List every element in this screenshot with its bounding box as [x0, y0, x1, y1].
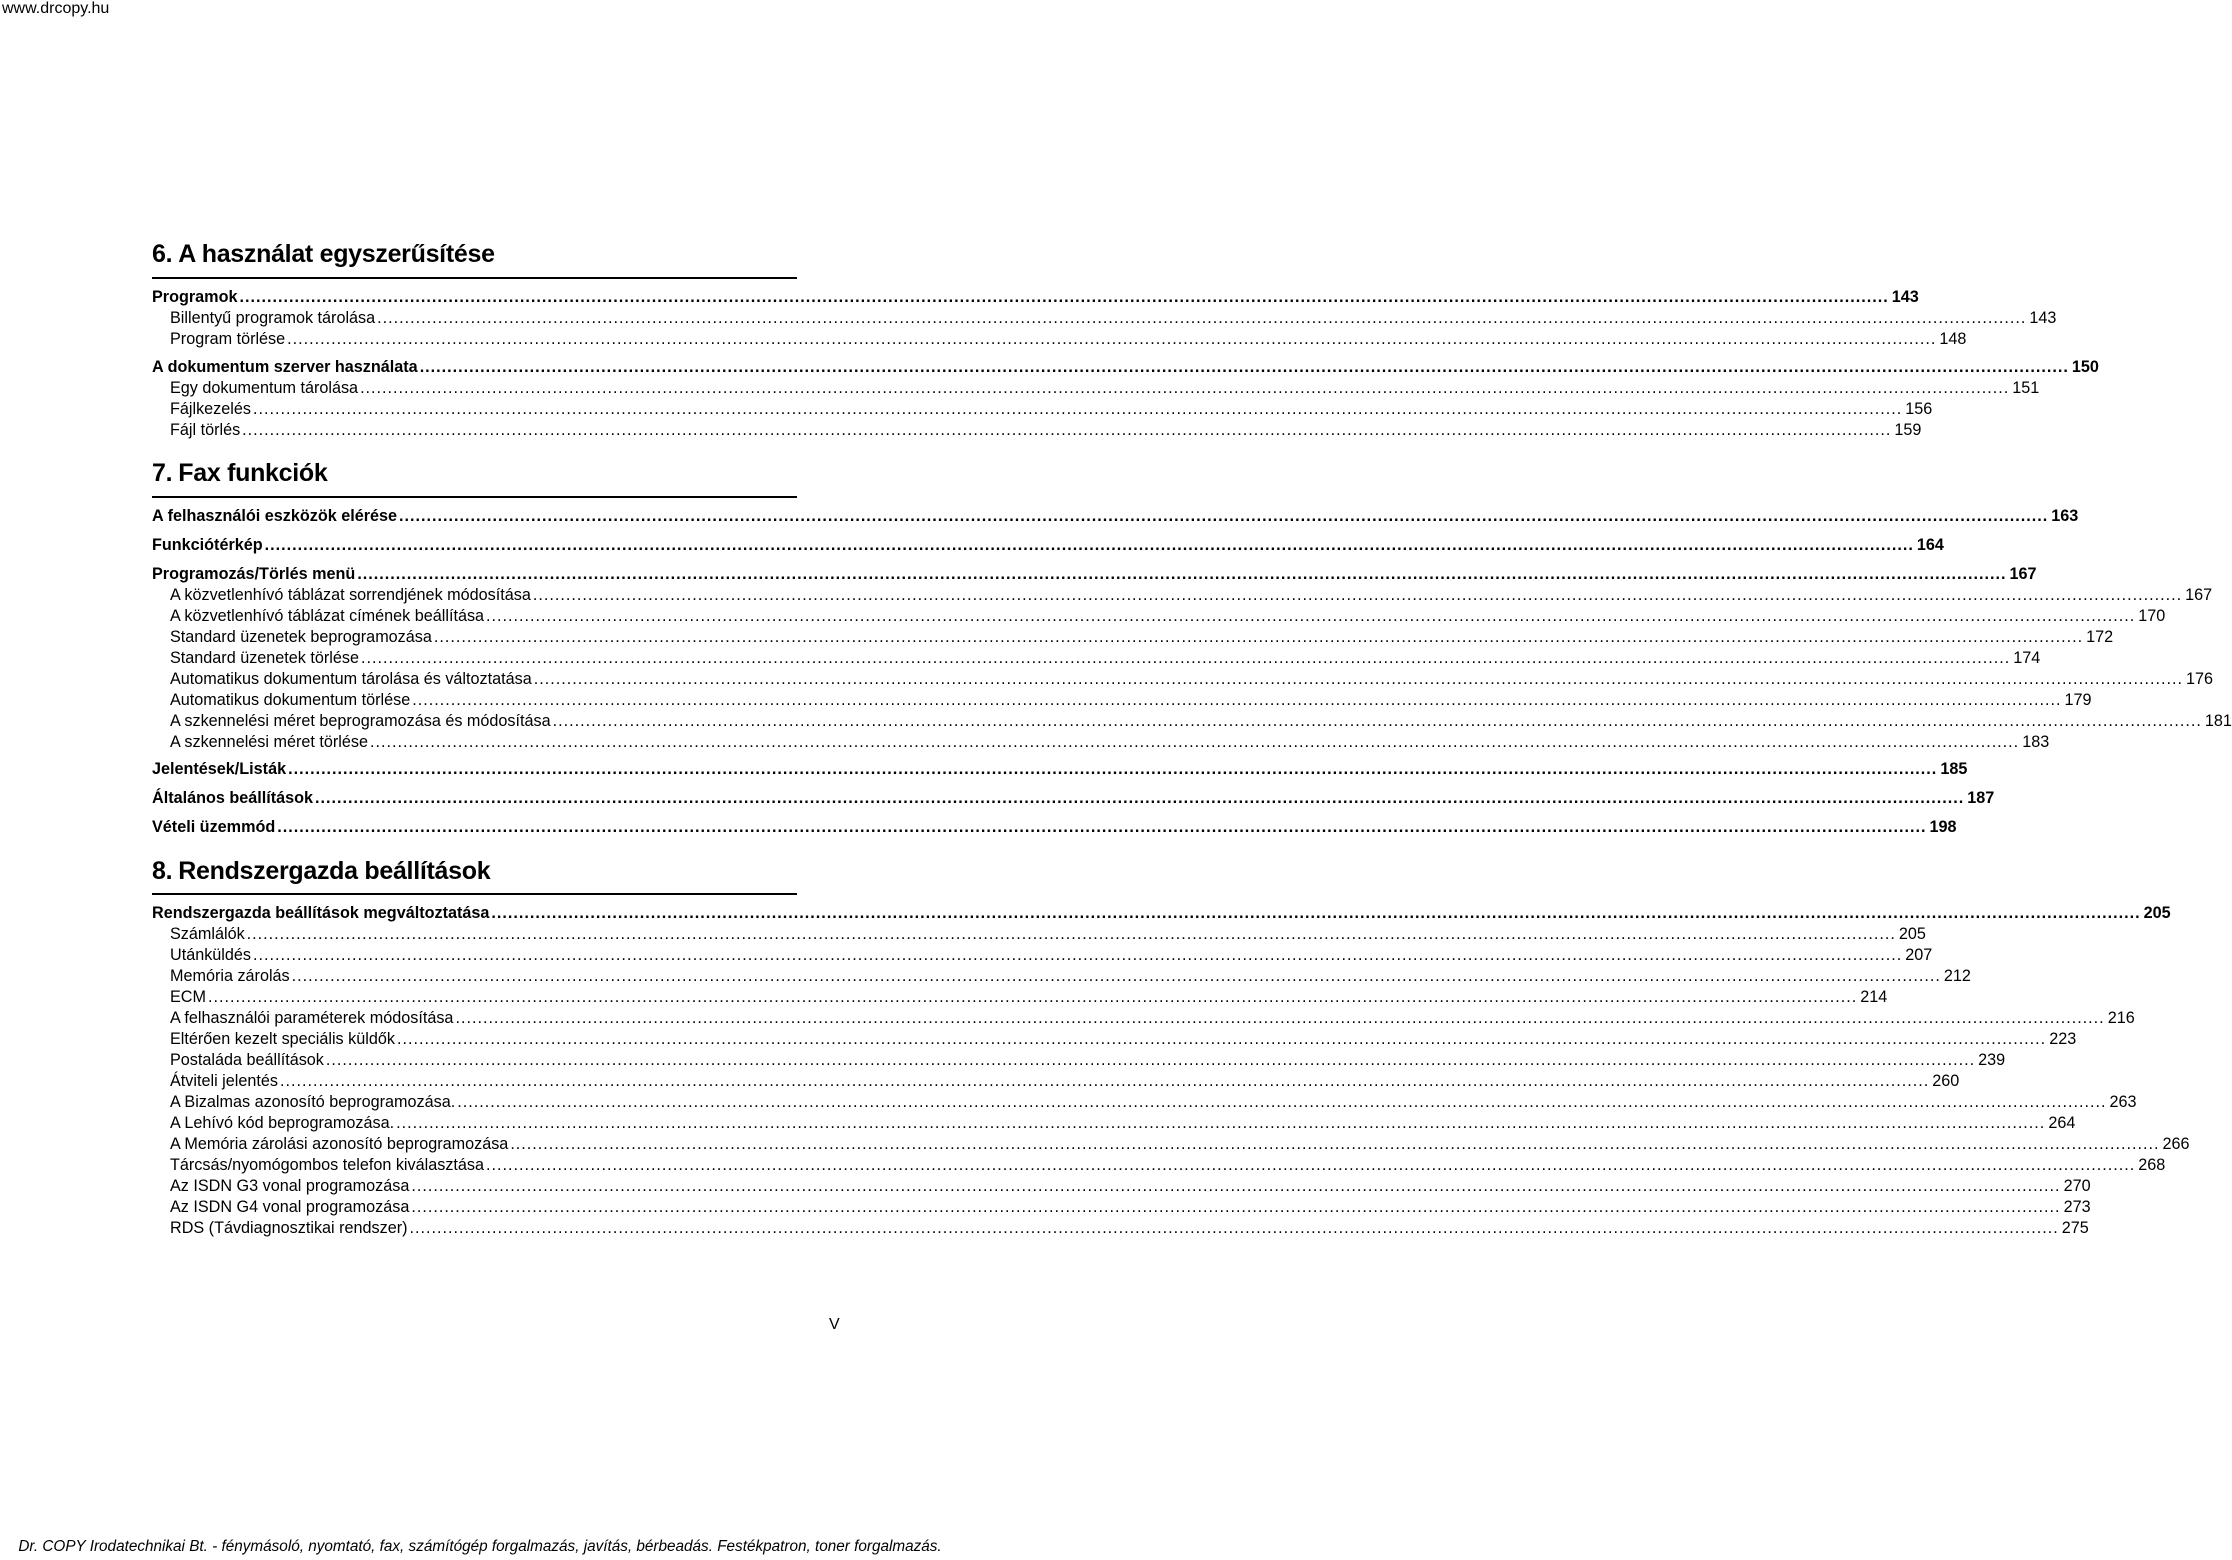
toc-entry-page: 172 [2086, 628, 2114, 646]
toc-entry-title: Tárcsás/nyomógombos telefon kiválasztása [170, 1156, 485, 1174]
toc-entry-page: 164 [1916, 536, 1944, 554]
toc-leader-dots: ............................................................................................................................................................................................................................................................................................................ [252, 400, 1903, 418]
toc-leader-dots: ............................................................................................................................................................................................................................................................................................................ [486, 607, 2136, 625]
toc-entry-page: 263 [2109, 1093, 2137, 1111]
toc-leader-dots: ............................................................................................................................................................................................................................................................................................................ [433, 628, 2084, 646]
toc-entry-title: Fájlkezelés [170, 400, 251, 418]
toc-entry-title: Memória zárolás [170, 967, 290, 985]
toc-entry-sub[interactable] [170, 669, 2213, 690]
toc-entry-page: 148 [1939, 330, 1967, 348]
toc-entry-page: 266 [2162, 1135, 2190, 1153]
toc-entry-page: 275 [2061, 1219, 2089, 1237]
toc-entry-page: 185 [1940, 760, 1968, 778]
toc-entry-sub[interactable] [170, 648, 2041, 669]
toc-entry-sub[interactable] [170, 627, 2114, 648]
toc-entry-sub[interactable] [170, 1050, 2006, 1071]
toc-entry-page: 207 [1905, 946, 1933, 964]
toc-leader-dots: ............................................................................................................................................................................................................................................................................................................ [377, 309, 2027, 327]
toc-entry-title: A dokumentum szerver használata [152, 358, 418, 376]
toc-entry-page: 205 [2143, 904, 2171, 922]
toc-entry-page: 143 [2029, 309, 2057, 327]
toc-entry-page: 187 [1967, 789, 1995, 807]
toc-entry-page: 270 [2063, 1177, 2091, 1195]
toc-entry-main[interactable] [152, 535, 1944, 556]
toc-leader-dots: ............................................................................................................................................................................................................................................................................................................ [532, 586, 2183, 604]
toc-leader-dots: ............................................................................................................................................................................................................................................................................................................ [510, 1135, 2160, 1153]
toc-entry-page: 159 [1894, 421, 1922, 439]
toc-entry-sub[interactable] [170, 1071, 1960, 1092]
toc-entry-title: Billentyű programok tárolása [170, 309, 376, 327]
toc-entry-sub[interactable] [170, 1092, 2137, 1113]
toc-entry-sub[interactable] [170, 987, 1888, 1008]
toc-leader-dots: ............................................................................................................................................................................................................................................................................................................ [409, 1219, 2059, 1237]
toc-entry-title: Automatikus dokumentum törlése [170, 691, 411, 709]
toc-entry-page: 143 [1891, 288, 1919, 306]
toc-entry-page: 163 [2051, 507, 2079, 525]
toc-entry-main[interactable] [152, 506, 2079, 527]
toc-entry-page: 167 [2185, 586, 2213, 604]
toc-entry-title: Standard üzenetek beprogramozása [170, 628, 432, 646]
toc-leader-dots: ............................................................................................................................................................................................................................................................................................................ [325, 1051, 1976, 1069]
toc-entry-title: A közvetlenhívó táblázat sorrendjének módosítása [170, 586, 531, 604]
toc-entry-title: Postaláda beállítások [170, 1051, 324, 1069]
toc-entry-title: Egy dokumentum tárolása [170, 379, 359, 397]
toc-entry-sub[interactable] [170, 1113, 2076, 1134]
toc-entry-main[interactable] [152, 287, 1919, 308]
toc-entry-title: Átviteli jelentés [170, 1072, 278, 1090]
toc-entry-title: Programok [152, 288, 238, 306]
toc-entry-title: A szkennelési méret beprogramozása és módosítása [170, 712, 551, 730]
chapter-number: 8. [152, 857, 173, 885]
chapter-title: Rendszergazda beállítások [178, 857, 491, 885]
toc-entry-title: Funkciótérkép [152, 536, 263, 554]
toc-leader-dots: ............................................................................................................................................................................................................................................................................................................ [315, 789, 1965, 807]
toc-leader-dots: ............................................................................................................................................................................................................................................................................................................ [253, 946, 1903, 964]
toc-entry-title: Program törlése [170, 330, 286, 348]
toc-leader-dots: ............................................................................................................................................................................................................................................................................................................ [242, 421, 1892, 439]
toc-entry-sub[interactable] [170, 1008, 2135, 1029]
chapter-number: 7. [152, 459, 173, 487]
toc-entry-sub[interactable] [170, 1155, 2166, 1176]
toc-entry-title: A Memória zárolási azonosító beprogramozása [170, 1135, 509, 1153]
toc-entry-sub[interactable] [170, 690, 2092, 711]
toc-entry-title: Eltérően kezelt speciális küldők [170, 1030, 395, 1048]
toc-entry-sub[interactable] [170, 399, 1933, 420]
toc-entry-page: 239 [1978, 1051, 2006, 1069]
toc-leader-dots: ............................................................................................................................................................................................................................................................................................................ [264, 536, 1914, 554]
toc-entry-title: Rendszergazda beállítások megváltoztatása [152, 904, 490, 922]
toc-entry-page: 198 [1929, 818, 1957, 836]
toc-entry-sub[interactable] [170, 966, 1971, 987]
toc-entry-main[interactable] [152, 817, 1957, 838]
toc-entry-page: 150 [2071, 358, 2099, 376]
toc-entry-page: 264 [2048, 1114, 2076, 1132]
toc-leader-dots: ............................................................................................................................................................................................................................................................................................................ [419, 358, 2069, 376]
toc-entry-sub[interactable] [170, 420, 1922, 441]
toc-entry-main[interactable] [152, 759, 1968, 780]
toc-leader-dots: ............................................................................................................................................................................................................................................................................................................ [411, 1177, 2061, 1195]
toc-leader-dots: ............................................................................................................................................................................................................................................................................................................ [411, 1198, 2061, 1216]
toc-leader-dots: ............................................................................................................................................................................................................................................................................................................ [457, 1093, 2107, 1111]
toc-entry-main[interactable] [152, 564, 2037, 585]
toc-entry-title: Az ISDN G3 vonal programozása [170, 1177, 410, 1195]
toc-entry-page: 183 [2022, 733, 2050, 751]
toc-entry-main[interactable] [152, 357, 2099, 378]
toc-entry-page: 176 [2185, 670, 2213, 688]
toc-entry-page: 205 [1898, 925, 1926, 943]
toc-entry-page: 260 [1932, 1072, 1960, 1090]
toc-leader-dots: ............................................................................................................................................................................................................................................................................................................ [533, 670, 2183, 688]
toc-entry-title: A Lehívó kód beprogramozása. [170, 1114, 395, 1132]
toc-entry-page: 273 [2063, 1198, 2091, 1216]
toc-leader-dots: ............................................................................................................................................................................................................................................................................................................ [288, 760, 1938, 778]
toc-entry-page: 212 [1943, 967, 1971, 985]
toc-leader-dots: ............................................................................................................................................................................................................................................................................................................ [207, 988, 1858, 1006]
toc-entry-sub[interactable] [170, 945, 1933, 966]
toc-entry-page: 151 [2012, 379, 2040, 397]
toc-entry-page: 167 [2009, 565, 2037, 583]
toc-leader-dots: ............................................................................................................................................................................................................................................................................................................ [412, 691, 2062, 709]
chapter-title: Fax funkciók [178, 459, 328, 487]
toc-leader-dots: ............................................................................................................................................................................................................................................................................................................ [360, 649, 2011, 667]
toc-entry-page: 156 [1905, 400, 1933, 418]
toc-leader-dots: ............................................................................................................................................................................................................................................................................................................ [491, 904, 2141, 922]
chapter-rule [152, 893, 797, 895]
toc-entry-title: Az ISDN G4 vonal programozása [170, 1198, 410, 1216]
toc-entry-title: Fájl törlés [170, 421, 241, 439]
toc-entry-title: A Bizalmas azonosító beprogramozása. [170, 1093, 456, 1111]
footer-text: Dr. COPY Irodatechnikai Bt. - fénymásoló, nyomtató, fax, számítógép forgalmazás, javítás, bérbeadás. Festékpatron, toner forgalmazás. [18, 1538, 942, 1555]
toc-entry-title: RDS (Távdiagnosztikai rendszer) [170, 1219, 408, 1237]
toc-entry-sub[interactable] [170, 606, 2166, 627]
toc-leader-dots: ............................................................................................................................................................................................................................................................................................................ [396, 1030, 2047, 1048]
toc-leader-dots: ............................................................................................................................................................................................................................................................................................................ [279, 1072, 1930, 1090]
toc-entry-page: 170 [2138, 607, 2166, 625]
toc-entry-sub[interactable] [170, 1029, 2077, 1050]
chapter-heading [152, 240, 495, 269]
toc-entry-title: ECM [170, 988, 206, 1006]
toc-leader-dots: ............................................................................................................................................................................................................................................................................................................ [291, 967, 1941, 985]
toc-entry-sub[interactable] [170, 1134, 2190, 1155]
toc-entry-sub[interactable] [170, 378, 2040, 399]
toc-entry-title: Általános beállítások [152, 789, 314, 807]
toc-leader-dots: ............................................................................................................................................................................................................................................................................................................ [246, 925, 1896, 943]
toc-leader-dots: ............................................................................................................................................................................................................................................................................................................ [360, 379, 2010, 397]
toc-entry-page: 216 [2107, 1009, 2135, 1027]
toc-leader-dots: ............................................................................................................................................................................................................................................................................................................ [357, 565, 2007, 583]
toc-entry-title: A felhasználói eszközök elérése [152, 507, 398, 525]
toc-entry-sub[interactable] [170, 1176, 2091, 1197]
toc-entry-title: Jelentések/Listák [152, 760, 287, 778]
toc-entry-page: 174 [2013, 649, 2041, 667]
toc-entry-sub[interactable] [170, 1197, 2091, 1218]
toc-entry-title: Számlálók [170, 925, 245, 943]
page-number: V [829, 1316, 840, 1333]
toc-entry-title: A szkennelési méret törlése [170, 733, 368, 751]
toc-entry-main[interactable] [152, 788, 1995, 809]
toc-entry-main[interactable] [152, 903, 2171, 924]
toc-entry-sub[interactable] [170, 1218, 2089, 1239]
toc-entry-sub[interactable] [170, 924, 1926, 945]
toc-entry-title: A közvetlenhívó táblázat címének beállítása [170, 607, 485, 625]
toc-entry-title: A felhasználói paraméterek módosítása [170, 1009, 454, 1027]
toc-entry-sub[interactable] [170, 329, 1967, 350]
toc-entry-title: Utánküldés [170, 946, 251, 964]
toc-leader-dots: ............................................................................................................................................................................................................................................................................................................ [552, 712, 2202, 730]
toc-entry-title: Automatikus dokumentum tárolása és változtatása [170, 670, 532, 688]
toc-leader-dots: ............................................................................................................................................................................................................................................................................................................ [369, 733, 2020, 751]
chapter-heading [152, 459, 327, 488]
chapter-number: 6. [152, 240, 173, 268]
toc-entry-page: 268 [2138, 1156, 2166, 1174]
toc-leader-dots: ............................................................................................................................................................................................................................................................................................................ [277, 818, 1927, 836]
chapter-rule [152, 277, 797, 279]
toc-entry-title: Vételi üzemmód [152, 818, 276, 836]
toc-leader-dots: ............................................................................................................................................................................................................................................................................................................ [455, 1009, 2105, 1027]
toc-entry-page: 214 [1860, 988, 1888, 1006]
toc-leader-dots: ............................................................................................................................................................................................................................................................................................................ [287, 330, 1937, 348]
chapter-heading [152, 857, 490, 886]
chapter-title: A használat egyszerűsítése [178, 240, 495, 268]
toc-entry-page: 223 [2049, 1030, 2077, 1048]
toc-leader-dots: ............................................................................................................................................................................................................................................................................................................ [399, 507, 2049, 525]
toc-leader-dots: ............................................................................................................................................................................................................................................................................................................ [239, 288, 1889, 306]
chapter-rule [152, 496, 797, 498]
toc-entry-page: 181 [2204, 712, 2232, 730]
toc-entry-title: Programozás/Törlés menü [152, 565, 356, 583]
toc-entry-sub[interactable] [170, 711, 2232, 732]
toc-entry-sub[interactable] [170, 732, 2050, 753]
toc-entry-page: 179 [2064, 691, 2092, 709]
toc-entry-title: Standard üzenetek törlése [170, 649, 359, 667]
toc-leader-dots: ............................................................................................................................................................................................................................................................................................................ [396, 1114, 2046, 1132]
toc-entry-sub[interactable] [170, 585, 2213, 606]
toc-leader-dots: ............................................................................................................................................................................................................................................................................................................ [486, 1156, 2136, 1174]
header-url: www.drcopy.hu [2, 0, 110, 17]
toc-entry-sub[interactable] [170, 308, 2057, 329]
